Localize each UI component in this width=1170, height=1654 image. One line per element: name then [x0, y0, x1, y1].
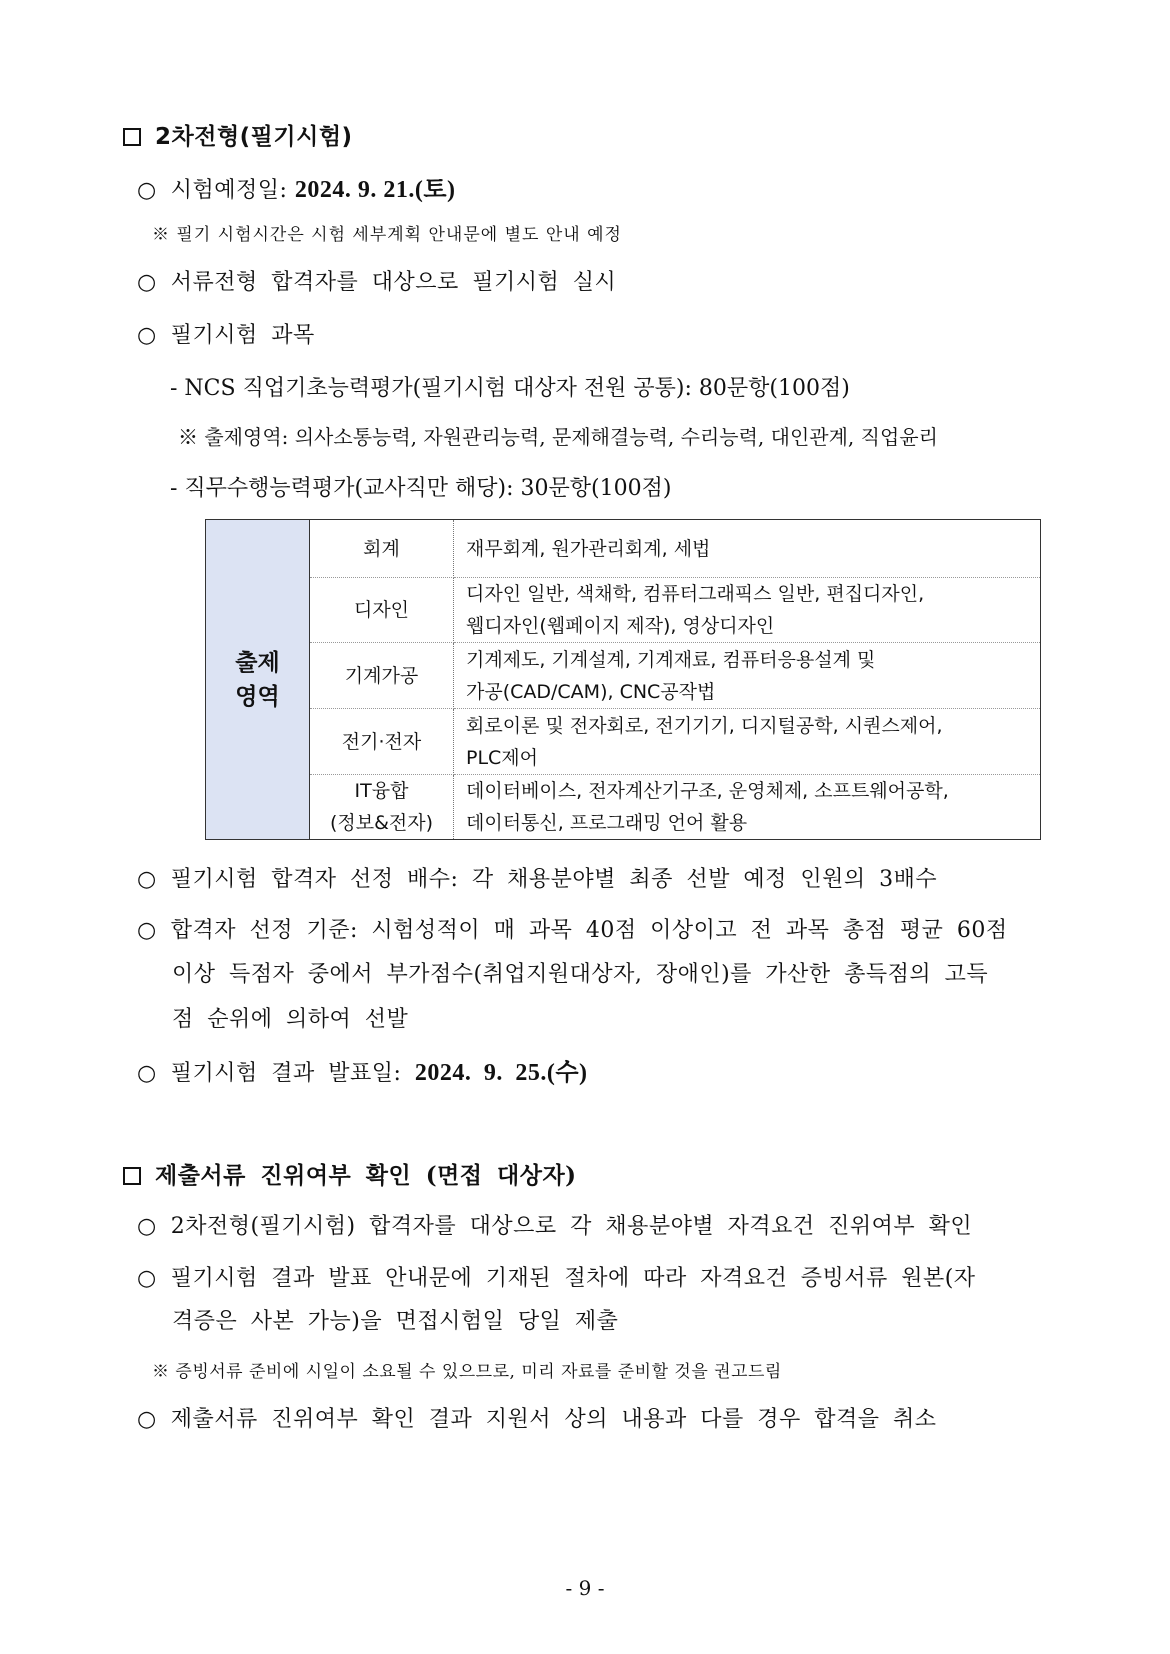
ncs-area-note: ※ 출제영역: 의사소통능력, 자원관리능력, 문제해결능력, 수리능력, 대인관계, 직업윤리	[178, 425, 938, 449]
section-heading-text: 2차전형(필기시험)	[155, 124, 353, 150]
description-line: 웹디자인(웹페이지 제작), 영상디자인	[466, 615, 775, 637]
exam-date-label: 시험예정일:	[170, 178, 295, 203]
doc-submit-item	[137, 1264, 976, 1294]
table-row	[206, 578, 1041, 643]
circle-bullet-icon: ○	[137, 1407, 157, 1432]
pass-criteria-continuation: 점 순위에 의하여 선발	[172, 1007, 409, 1032]
section-heading-written-exam	[123, 122, 353, 152]
exam-time-note: ※ 필기 시험시간은 시험 세부계획 안내문에 별도 안내 예정	[152, 225, 622, 245]
section-heading-document-check	[123, 1161, 577, 1191]
table-row	[206, 520, 1041, 578]
category-cell	[310, 775, 454, 840]
category-cell: 회계	[310, 520, 454, 578]
circle-bullet-icon: ○	[137, 178, 157, 203]
circle-bullet-icon: ○	[137, 867, 157, 892]
section-heading-text: 제출서류 진위여부 확인 (면접 대상자)	[155, 1162, 577, 1189]
category-line: (정보&전자)	[329, 812, 434, 834]
table-row	[206, 775, 1041, 840]
category-cell: 전기·전자	[310, 709, 454, 775]
job-subject-line: - 직무수행능력평가(교사직만 해당): 30문항(100점)	[170, 476, 672, 501]
pass-criteria-text: 합격자 선정 기준: 시험성적이 매 과목 40점 이상이고 전 과목 총점 평균 60점	[170, 918, 1008, 943]
description-line: PLC제어	[466, 746, 539, 769]
description-line: 회로이론 및 전자회로, 전기기기, 디지털공학, 시퀀스제어,	[466, 714, 943, 737]
circle-bullet-icon: ○	[137, 323, 157, 348]
subjects-title-line	[137, 321, 315, 351]
exam-target-text: 서류전형 합격자를 대상으로 필기시험 실시	[170, 270, 617, 295]
square-bullet-icon	[123, 1167, 141, 1185]
subjects-title-text: 필기시험 과목	[170, 323, 315, 348]
doc-submit-text: 필기시험 결과 발표 안내문에 기재된 절차에 따라 자격요건 증빙서류 원본(자	[170, 1266, 976, 1291]
result-date-label: 필기시험 결과 발표일:	[170, 1061, 415, 1086]
description-cell	[454, 520, 1041, 578]
exam-date-value: 2024. 9. 21.(토)	[294, 177, 456, 203]
description-cell	[454, 578, 1041, 643]
pass-cancel-text: 제출서류 진위여부 확인 결과 지원서 상의 내용과 다를 경우 합격을 취소	[170, 1407, 937, 1432]
circle-bullet-icon: ○	[137, 1266, 157, 1291]
circle-bullet-icon: ○	[137, 918, 157, 943]
category-cell: 기계가공	[310, 643, 454, 709]
description-cell	[454, 775, 1041, 840]
page-number: - 9 -	[565, 1576, 605, 1600]
description-line: 디자인 일반, 색채학, 컴퓨터그래픽스 일반, 편집디자인,	[466, 583, 925, 605]
pass-criteria-line	[137, 916, 1008, 946]
table-row	[206, 709, 1041, 775]
table-header-line2: 영역	[235, 683, 280, 710]
description-cell	[454, 643, 1041, 709]
table-row	[206, 643, 1041, 709]
result-date-value: 2024. 9. 25.(수)	[414, 1060, 588, 1086]
description-line: 재무회계, 원가관리회계, 세법	[466, 537, 711, 560]
pass-criteria-continuation: 이상 득점자 중에서 부가점수(취업지원대상자, 장애인)를 가산한 총득점의 고득	[172, 962, 989, 987]
description-line: 가공(CAD/CAM), CNC공작법	[466, 680, 716, 703]
exam-area-table	[205, 519, 1041, 840]
description-line: 기계제도, 기계설계, 기계재료, 컴퓨터응용설계 및	[466, 648, 876, 671]
description-line: 데이터통신, 프로그래밍 언어 활용	[466, 812, 748, 834]
pass-cancel-item	[137, 1405, 936, 1435]
exam-target-line	[137, 268, 616, 298]
description-cell	[454, 709, 1041, 775]
circle-bullet-icon: ○	[137, 1214, 157, 1239]
table-header-line1: 출제	[235, 649, 280, 676]
description-line: 데이터베이스, 전자계산기구조, 운영체제, 소프트웨어공학,	[466, 780, 949, 802]
doc-check-item	[137, 1212, 972, 1242]
result-date-line	[137, 1058, 588, 1089]
square-bullet-icon	[123, 128, 141, 146]
pass-multiplier-line	[137, 865, 937, 895]
ncs-subject-line: - NCS 직업기초능력평가(필기시험 대상자 전원 공통): 80문항(100점)	[170, 376, 850, 401]
circle-bullet-icon: ○	[137, 270, 157, 295]
doc-check-text: 2차전형(필기시험) 합격자를 대상으로 각 채용분야별 자격요건 진위여부 확인	[170, 1214, 973, 1239]
exam-date-line	[137, 175, 456, 206]
doc-submit-continuation: 격증은 사본 가능)을 면접시험일 당일 제출	[172, 1309, 619, 1334]
table-header-cell	[206, 520, 310, 840]
doc-prep-note: ※ 증빙서류 준비에 시일이 소요될 수 있으므로, 미리 자료를 준비할 것을 권고드림	[152, 1362, 782, 1382]
category-line: IT융합	[354, 780, 409, 802]
circle-bullet-icon: ○	[137, 1061, 157, 1086]
pass-multiplier-text: 필기시험 합격자 선정 배수: 각 채용분야별 최종 선발 예정 인원의 3배수	[170, 867, 938, 892]
category-cell: 디자인	[310, 578, 454, 643]
